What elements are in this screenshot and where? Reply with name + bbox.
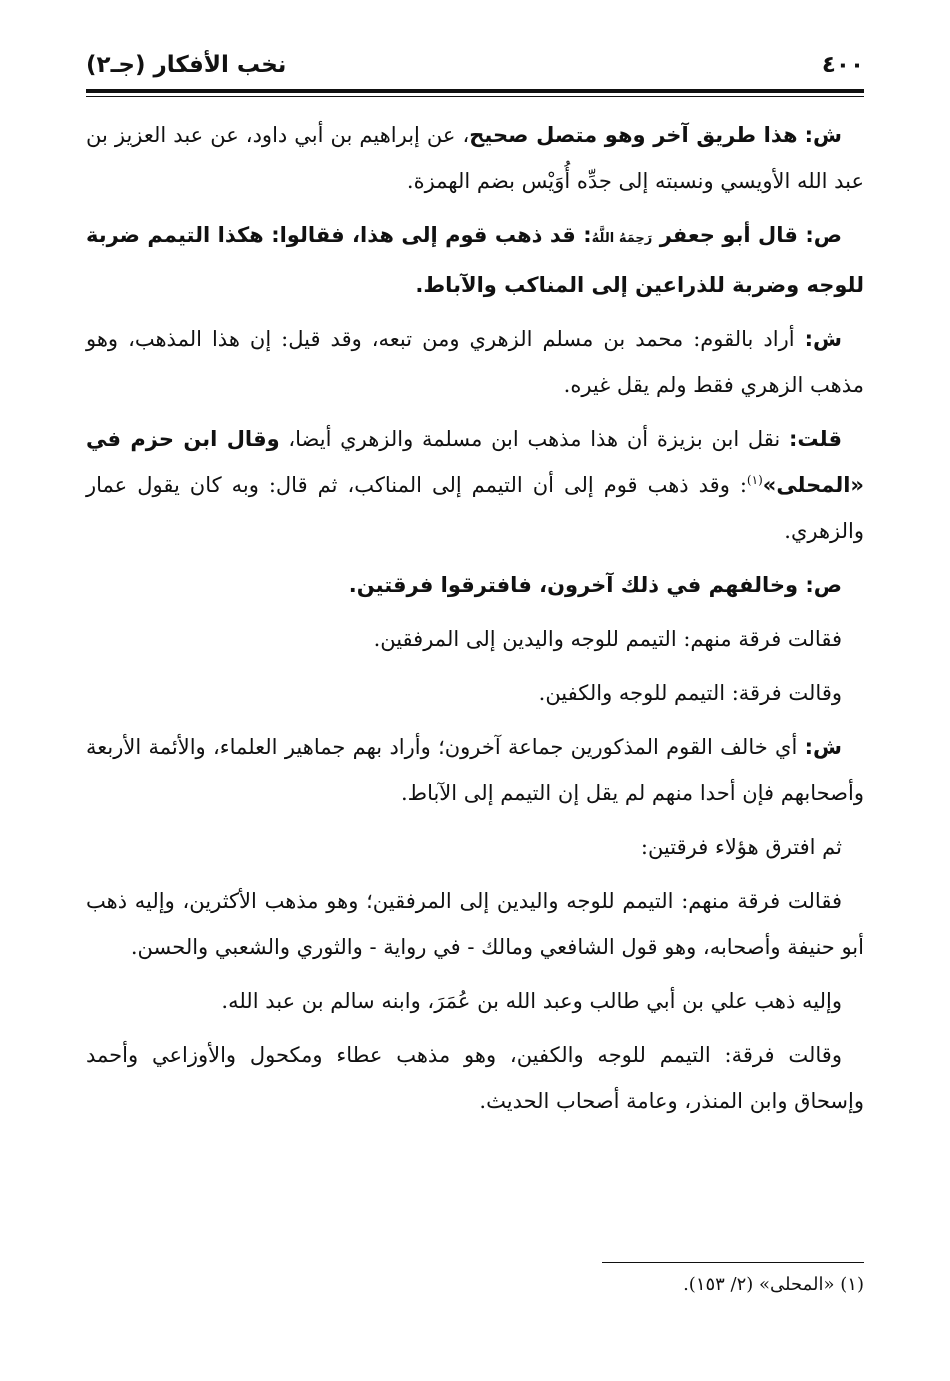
paragraph-text: ، عن إبراهيم بن أبي داود، عن عبد العزيز بن عبد الله الأويسي ونسبته إلى جدِّه أُوَيْس بضم الهمزة. bbox=[86, 123, 864, 193]
footnote-reference: (١) bbox=[746, 473, 763, 487]
honorific-glyph: رَحِمَهُ اللَّهُ bbox=[591, 231, 653, 246]
paragraph-1 bbox=[86, 112, 864, 204]
footnote: (١) «المحلى» (٢/ ١٥٣). bbox=[683, 1274, 864, 1295]
bold-phrase: هذا طريق آخر وهو متصل صحيح bbox=[469, 123, 798, 147]
bold-phrase: وقال ابن حزم في «المحلى» bbox=[86, 427, 864, 497]
paragraph-lead: ص: bbox=[805, 573, 842, 597]
paragraph-10: فقالت فرقة منهم: التيمم للوجه واليدين إلى المرفقين؛ وهو مذهب الأكثرين، وإليه ذهب أبو حنيفة وأصحابه، وهو قول الشافعي ومالك - في رواية - والثوري والشعبي والحسن. bbox=[86, 889, 864, 959]
paragraph-4 bbox=[86, 416, 864, 554]
paragraph-text: أي خالف القوم المذكورين جماعة آخرون؛ وأراد بهم جماهير العلماء، والأئمة الأربعة وأصحابهم فإن أحدا منهم لم يقل إن التيمم إلى الآباط. bbox=[86, 735, 864, 805]
paragraph-2 bbox=[86, 212, 864, 308]
paragraph-lead: قلت: bbox=[789, 427, 842, 451]
paragraph-text: نقل ابن بزيزة أن هذا مذهب ابن مسلمة والزهري أيضا، bbox=[288, 427, 781, 451]
paragraph-text: أراد بالقوم: محمد بن مسلم الزهري ومن تبعه، وقد قيل: إن هذا المذهب، وهو مذهب الزهري فقط ولم يقل غيره. bbox=[86, 327, 864, 397]
paragraph-6: فقالت فرقة منهم: التيمم للوجه واليدين إلى المرفقين. bbox=[373, 627, 842, 651]
paragraph-lead: ش: bbox=[804, 123, 842, 147]
header-thick-rule bbox=[86, 89, 864, 93]
paragraph-lead: ش: bbox=[804, 735, 842, 759]
paragraph-9: ثم افترق هؤلاء فرقتين: bbox=[640, 835, 842, 859]
running-header bbox=[86, 52, 864, 86]
paragraph-12: وقالت فرقة: التيمم للوجه والكفين، وهو مذهب عطاء ومكحول والأوزاعي وأحمد وإسحاق وابن المنذر، وعامة أصحاب الحديث. bbox=[86, 1043, 864, 1113]
paragraph-5 bbox=[86, 562, 864, 608]
page-number: ٤٠٠ bbox=[821, 52, 864, 78]
footnote-rule bbox=[602, 1262, 864, 1263]
paragraph-11: وإليه ذهب علي بن أبي طالب وعبد الله بن عُمَرَ، وابنه سالم بن عبد الله. bbox=[221, 989, 842, 1013]
header-thin-rule bbox=[86, 96, 864, 97]
book-title: نخب الأفكار (جـ٢) bbox=[86, 52, 287, 78]
paragraph-8 bbox=[86, 724, 864, 816]
paragraph-lead: ش: bbox=[804, 327, 842, 351]
bold-phrase: وخالفهم في ذلك آخرون، فافترقوا فرقتين. bbox=[348, 573, 799, 597]
bold-phrase: : قد ذهب قوم إلى هذا، فقالوا: هكذا التيمم ضربة للوجه وضربة للذراعين إلى المناكب والآباط. bbox=[86, 223, 864, 297]
page-body bbox=[86, 112, 864, 1132]
paragraph-3 bbox=[86, 316, 864, 408]
paragraph-text: : وقد ذهب قوم إلى أن التيمم إلى المناكب، ثم قال: وبه كان يقول عمار والزهري. bbox=[86, 473, 864, 543]
bold-phrase: قال أبو جعفر bbox=[659, 223, 798, 247]
paragraph-7: وقالت فرقة: التيمم للوجه والكفين. bbox=[538, 681, 842, 705]
paragraph-lead: ص: bbox=[805, 223, 843, 247]
